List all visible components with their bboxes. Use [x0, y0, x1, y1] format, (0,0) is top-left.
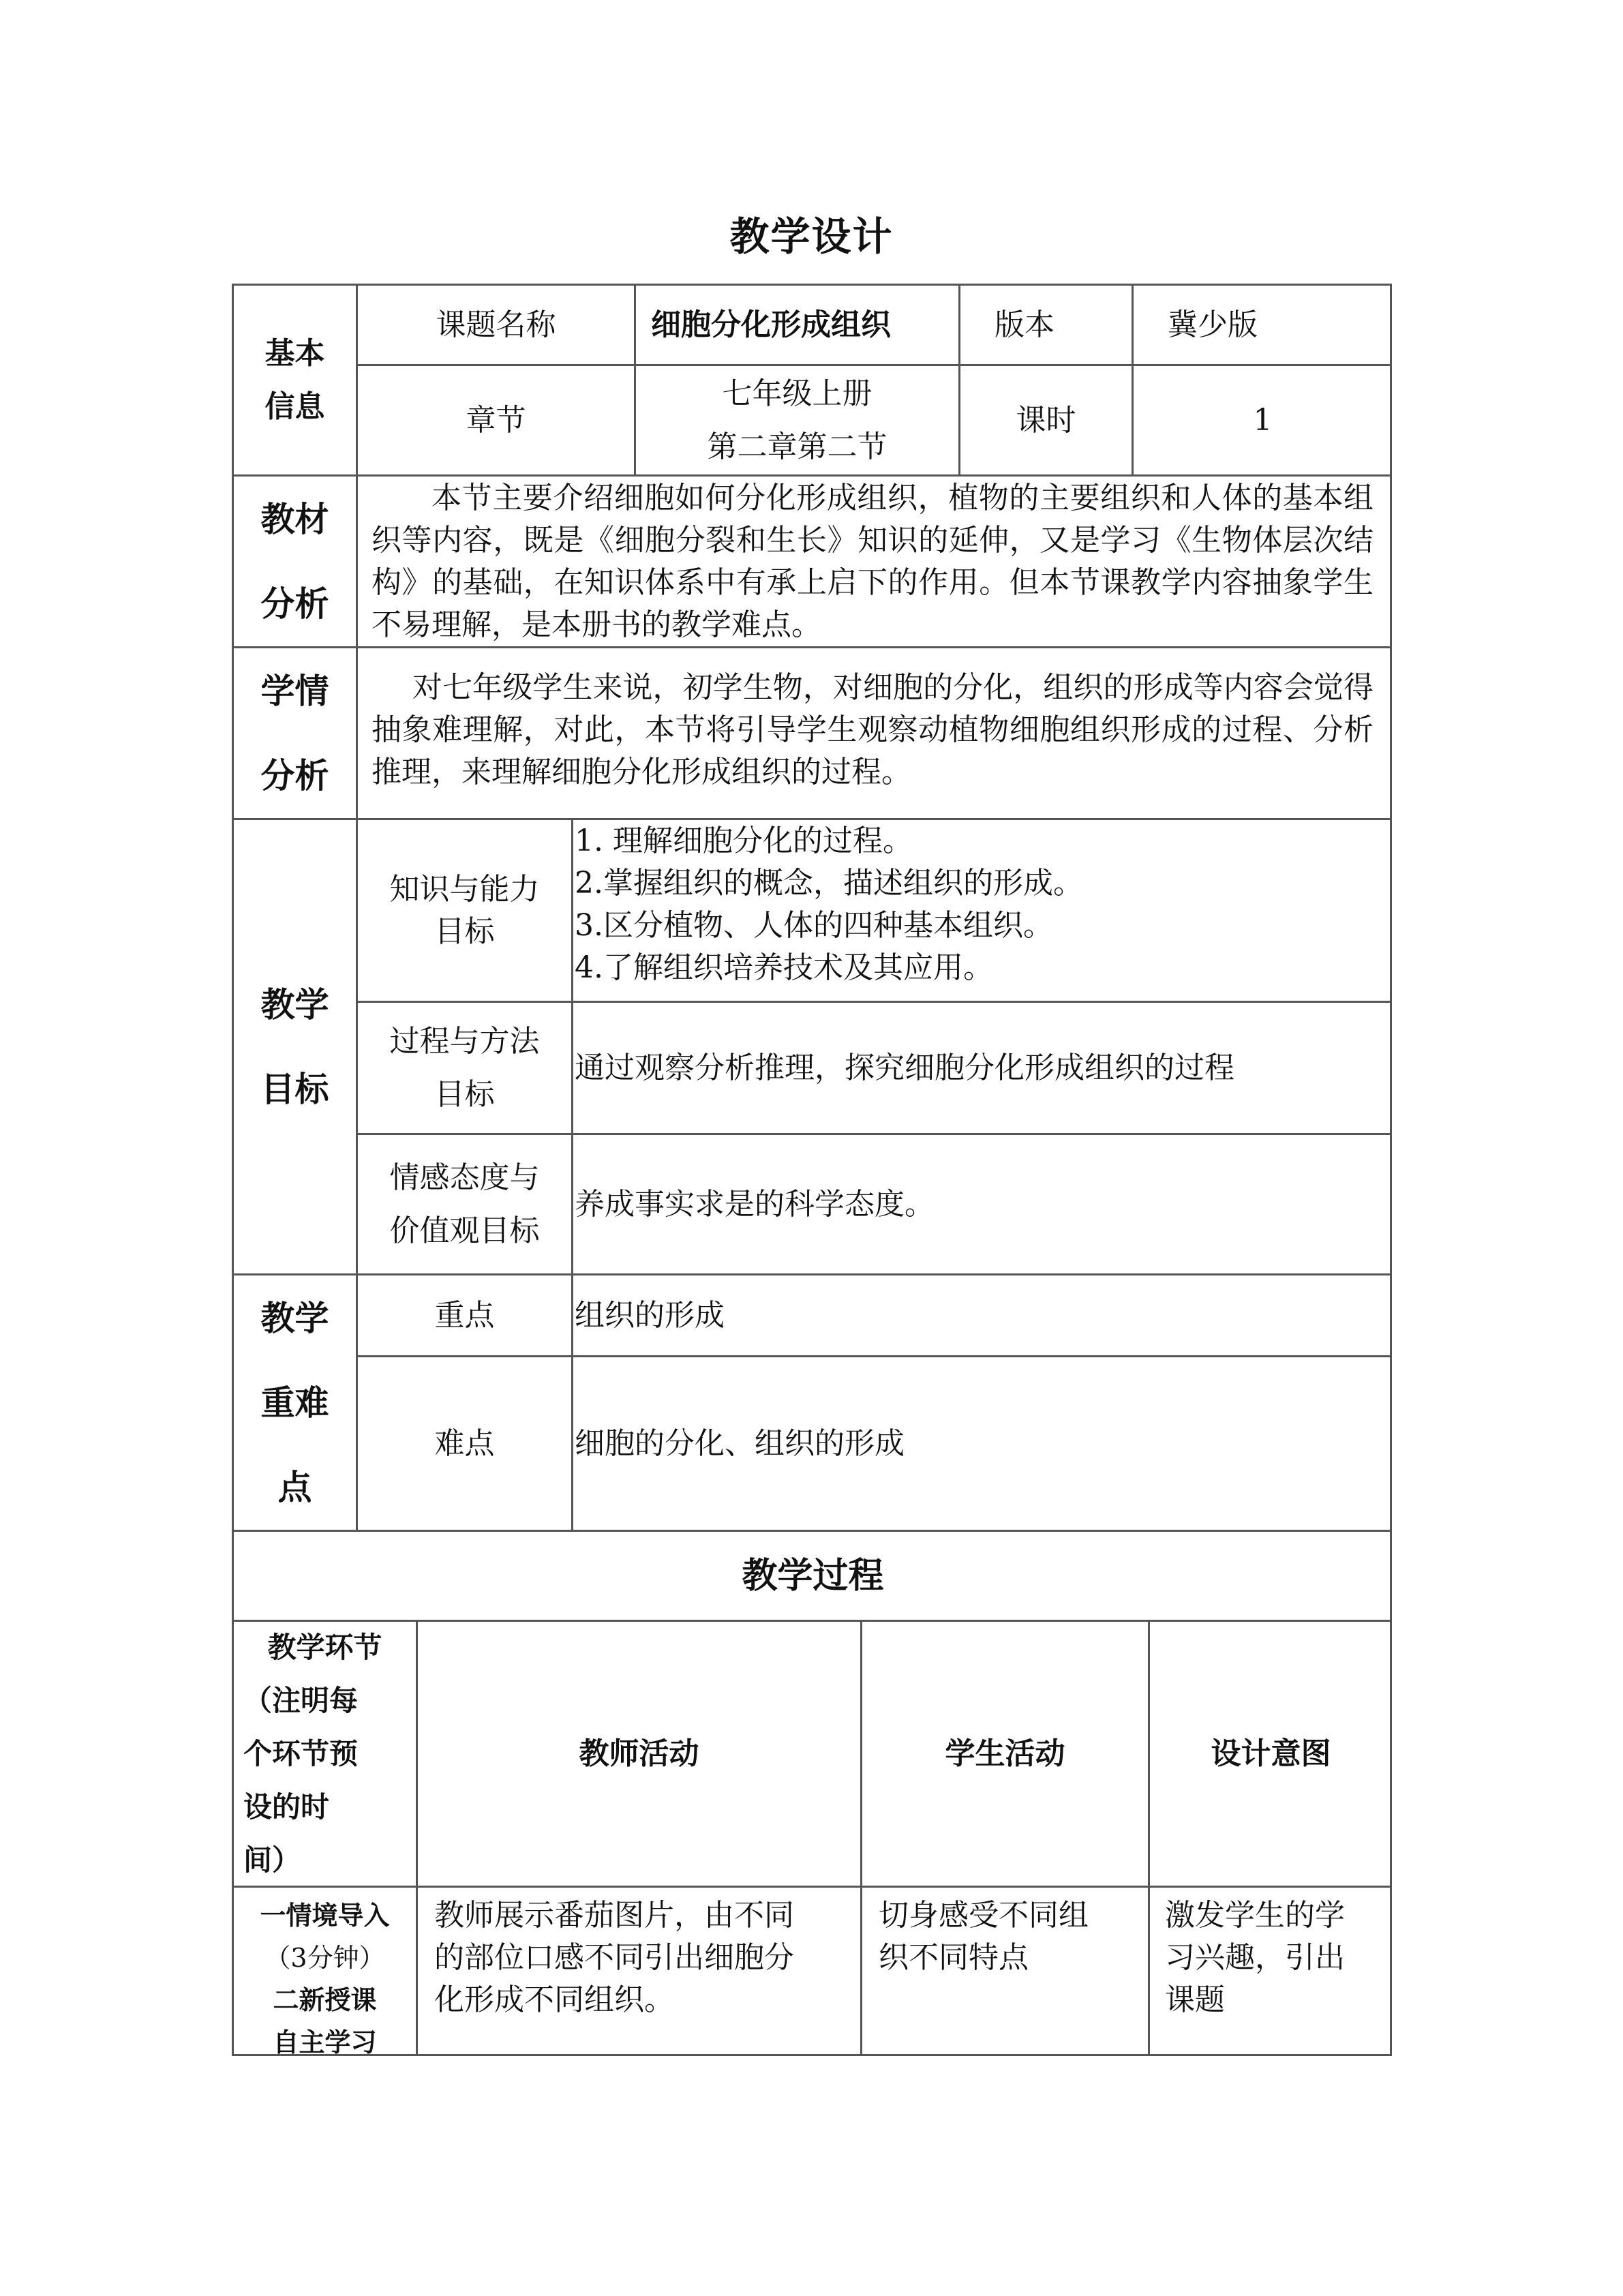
knowledge-goal-item: 2.掌握组织的概念，描述组织的形成。 — [575, 866, 1083, 901]
edition-value: 冀少版 — [1168, 307, 1258, 342]
design-intent-cell: 激发学生的学 习兴趣，引出 课题 — [1165, 1898, 1345, 2017]
stage-cell: 一情境导入 （3分钟） 二新授课 自主学习 — [260, 1901, 390, 2057]
page-title: 教学设计 — [729, 213, 894, 260]
emotion-goal-label: 情感态度与 价值观目标 — [389, 1160, 540, 1248]
stage-column-header: 教学环节 （注明每 个环节预 设的时 间） — [243, 1630, 382, 1877]
chapter-label: 章节 — [466, 402, 526, 438]
knowledge-goal-label: 知识与能力 目标 — [389, 871, 540, 949]
difficult-point-label: 难点 — [434, 1425, 495, 1461]
teaching-process-heading: 教学过程 — [742, 1555, 884, 1597]
row-divider — [232, 646, 1392, 648]
process-goal-text: 通过观察分析推理，探究细胞分化形成组织的过程 — [575, 1050, 1234, 1085]
chapter-value — [636, 366, 958, 474]
design-intent-header: 设计意图 — [1211, 1736, 1331, 1771]
knowledge-goal-item: 1. 理解细胞分化的过程。 — [575, 824, 913, 858]
material-analysis-text: 本节主要介绍细胞如何分化形成组织，植物的主要组织和人体的基本组织等内容，既是《细胞分裂和生长》知识的延伸，又是学习《生物体层次结构》的基础，在知识体系中有承上启下的作用。但本节课教学内容抽象学生不易理解，是本册书的教学难点。 — [371, 481, 1374, 642]
basic-info-label: 基本信息 — [264, 335, 325, 424]
knowledge-goal-list — [573, 820, 1392, 1001]
topic-value: 细胞分化形成组织 — [651, 307, 891, 342]
material-analysis-label: 教材 分析 — [260, 499, 329, 624]
student-analysis-text: 对七年级学生来说，初学生物，对细胞的分化，组织的形成等内容会觉得抽象难理解，对此，本节将引导学生观察动植物细胞组织形成的过程、分析推理，来理解细胞分化形成组织的过程。 — [371, 670, 1374, 789]
emotion-goal-text: 养成事实求是的科学态度。 — [575, 1186, 935, 1222]
student-analysis-label: 学情 分析 — [260, 671, 329, 796]
student-activity-cell: 切身感受不同组 织不同特点 — [879, 1898, 1089, 1975]
key-point-text: 组织的形成 — [575, 1297, 725, 1333]
topic-label: 课题名称 — [436, 307, 556, 342]
knowledge-goal-item: 4.了解组织培养技术及其应用。 — [575, 950, 993, 985]
chapter-grade: 七年级上册 — [722, 376, 873, 411]
key-point-label: 重点 — [434, 1297, 495, 1333]
difficult-point-text: 细胞的分化、组织的形成 — [575, 1425, 905, 1461]
process-goal-label: 过程与方法 目标 — [389, 1023, 540, 1112]
period-value: 1 — [1253, 402, 1273, 438]
period-label: 课时 — [1016, 402, 1076, 438]
row-divider — [232, 474, 1392, 477]
key-points-label: 教学 重难 点 — [260, 1298, 329, 1507]
student-activity-header: 学生活动 — [945, 1736, 1065, 1771]
teacher-activity-cell: 教师展示番茄图片，由不同 的部位口感不同引出细胞分 化形成不同组织。 — [434, 1898, 794, 2017]
teacher-activity-header: 教师活动 — [579, 1736, 699, 1771]
chapter-section: 第二章第二节 — [707, 429, 888, 464]
teaching-goals-label: 教学 目标 — [260, 984, 329, 1109]
edition-label: 版本 — [995, 307, 1055, 342]
knowledge-goal-item: 3.区分植物、人体的四种基本组织。 — [575, 908, 1053, 943]
